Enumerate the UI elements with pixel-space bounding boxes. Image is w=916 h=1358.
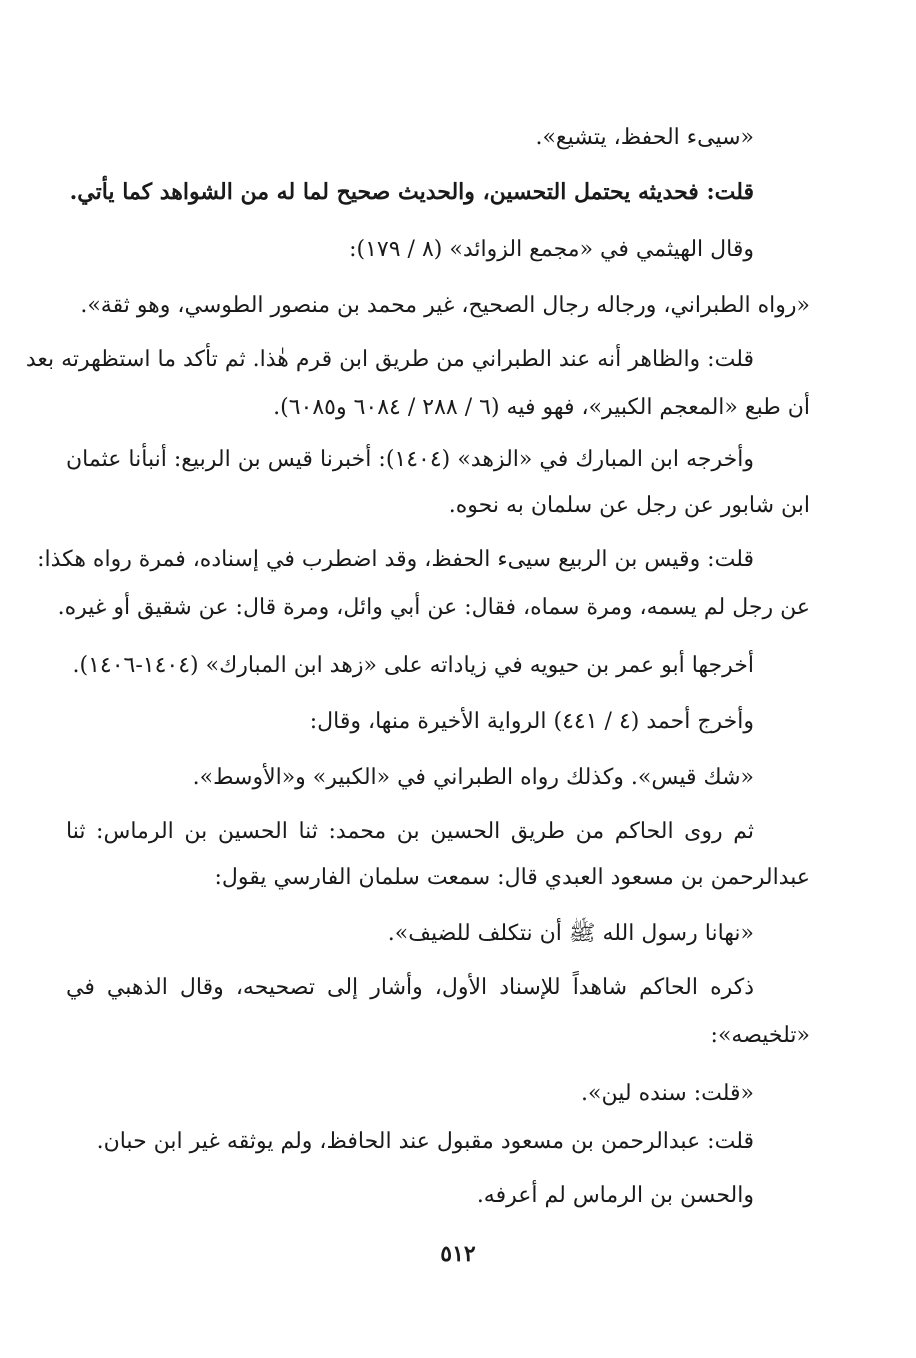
text-line: قلت: عبدالرحمن بن مسعود مقبول عند الحافظ، ولم يوثقه غير ابن حبان. <box>96 1129 754 1154</box>
text-line: «قلت: سنده لين». <box>581 1081 754 1106</box>
text-line: «تلخيصه»: <box>710 1023 810 1048</box>
text-line: والحسن بن الرماس لم أعرفه. <box>476 1183 754 1208</box>
text-line: «شك قيس». وكذلك رواه الطبراني في «الكبير» و«الأوسط». <box>192 765 754 790</box>
text-line: عن رجل لم يسمه، ومرة سماه، فقال: عن أبي وائل، ومرة قال: عن شقيق أو غيره. <box>57 595 810 620</box>
text-line: قلت: فحديثه يحتمل التحسين، والحديث صحيح لما له من الشواهد كما يأتي. <box>69 179 754 205</box>
text-line: «نهانا رسول الله ﷺ أن نتكلف للضيف». <box>387 921 754 946</box>
text-line: أن طبع «المعجم الكبير»، فهو فيه (٦ / ٢٨٨ / ٦٠٨٤ و٦٠٨٥). <box>273 395 810 420</box>
text-line: ذكره الحاكم شاهداً للإسناد الأول، وأشار إلى تصحيحه، وقال الذهبي في <box>66 975 754 1000</box>
text-line: «سيىء الحفظ، يتشيع». <box>535 125 754 150</box>
text-line: ثم روى الحاكم من طريق الحسين بن محمد: ثنا الحسين بن الرماس: ثنا <box>66 819 754 844</box>
text-line: ابن شابور عن رجل عن سلمان به نحوه. <box>448 493 810 518</box>
text-line: «رواه الطبراني، ورجاله رجال الصحيح، غير محمد بن منصور الطوسي، وهو ثقة». <box>80 293 810 318</box>
text-line: قلت: وقيس بن الربيع سيىء الحفظ، وقد اضطرب في إسناده، فمرة رواه هكذا: <box>37 547 754 572</box>
text-line: أخرجها أبو عمر بن حيويه في زياداته على «زهد ابن المبارك» (١٤٠٤-١٤٠٦). <box>72 653 754 678</box>
text-line: وأخرجه ابن المبارك في «الزهد» (١٤٠٤): أخبرنا قيس بن الربيع: أنبأنا عثمان <box>66 447 754 472</box>
page-number: ٥١٢ <box>440 1241 476 1267</box>
text-line: وأخرج أحمد (٤ / ٤٤١) الرواية الأخيرة منها، وقال: <box>309 709 754 734</box>
text-line: وقال الهيثمي في «مجمع الزوائد» (٨ / ١٧٩): <box>349 237 754 262</box>
text-line: قلت: والظاهر أنه عند الطبراني من طريق ابن قرم هٰذا. ثم تأكد ما استظهرته بعد <box>25 347 754 372</box>
text-line: عبدالرحمن بن مسعود العبدي قال: سمعت سلمان الفارسي يقول: <box>214 865 810 890</box>
